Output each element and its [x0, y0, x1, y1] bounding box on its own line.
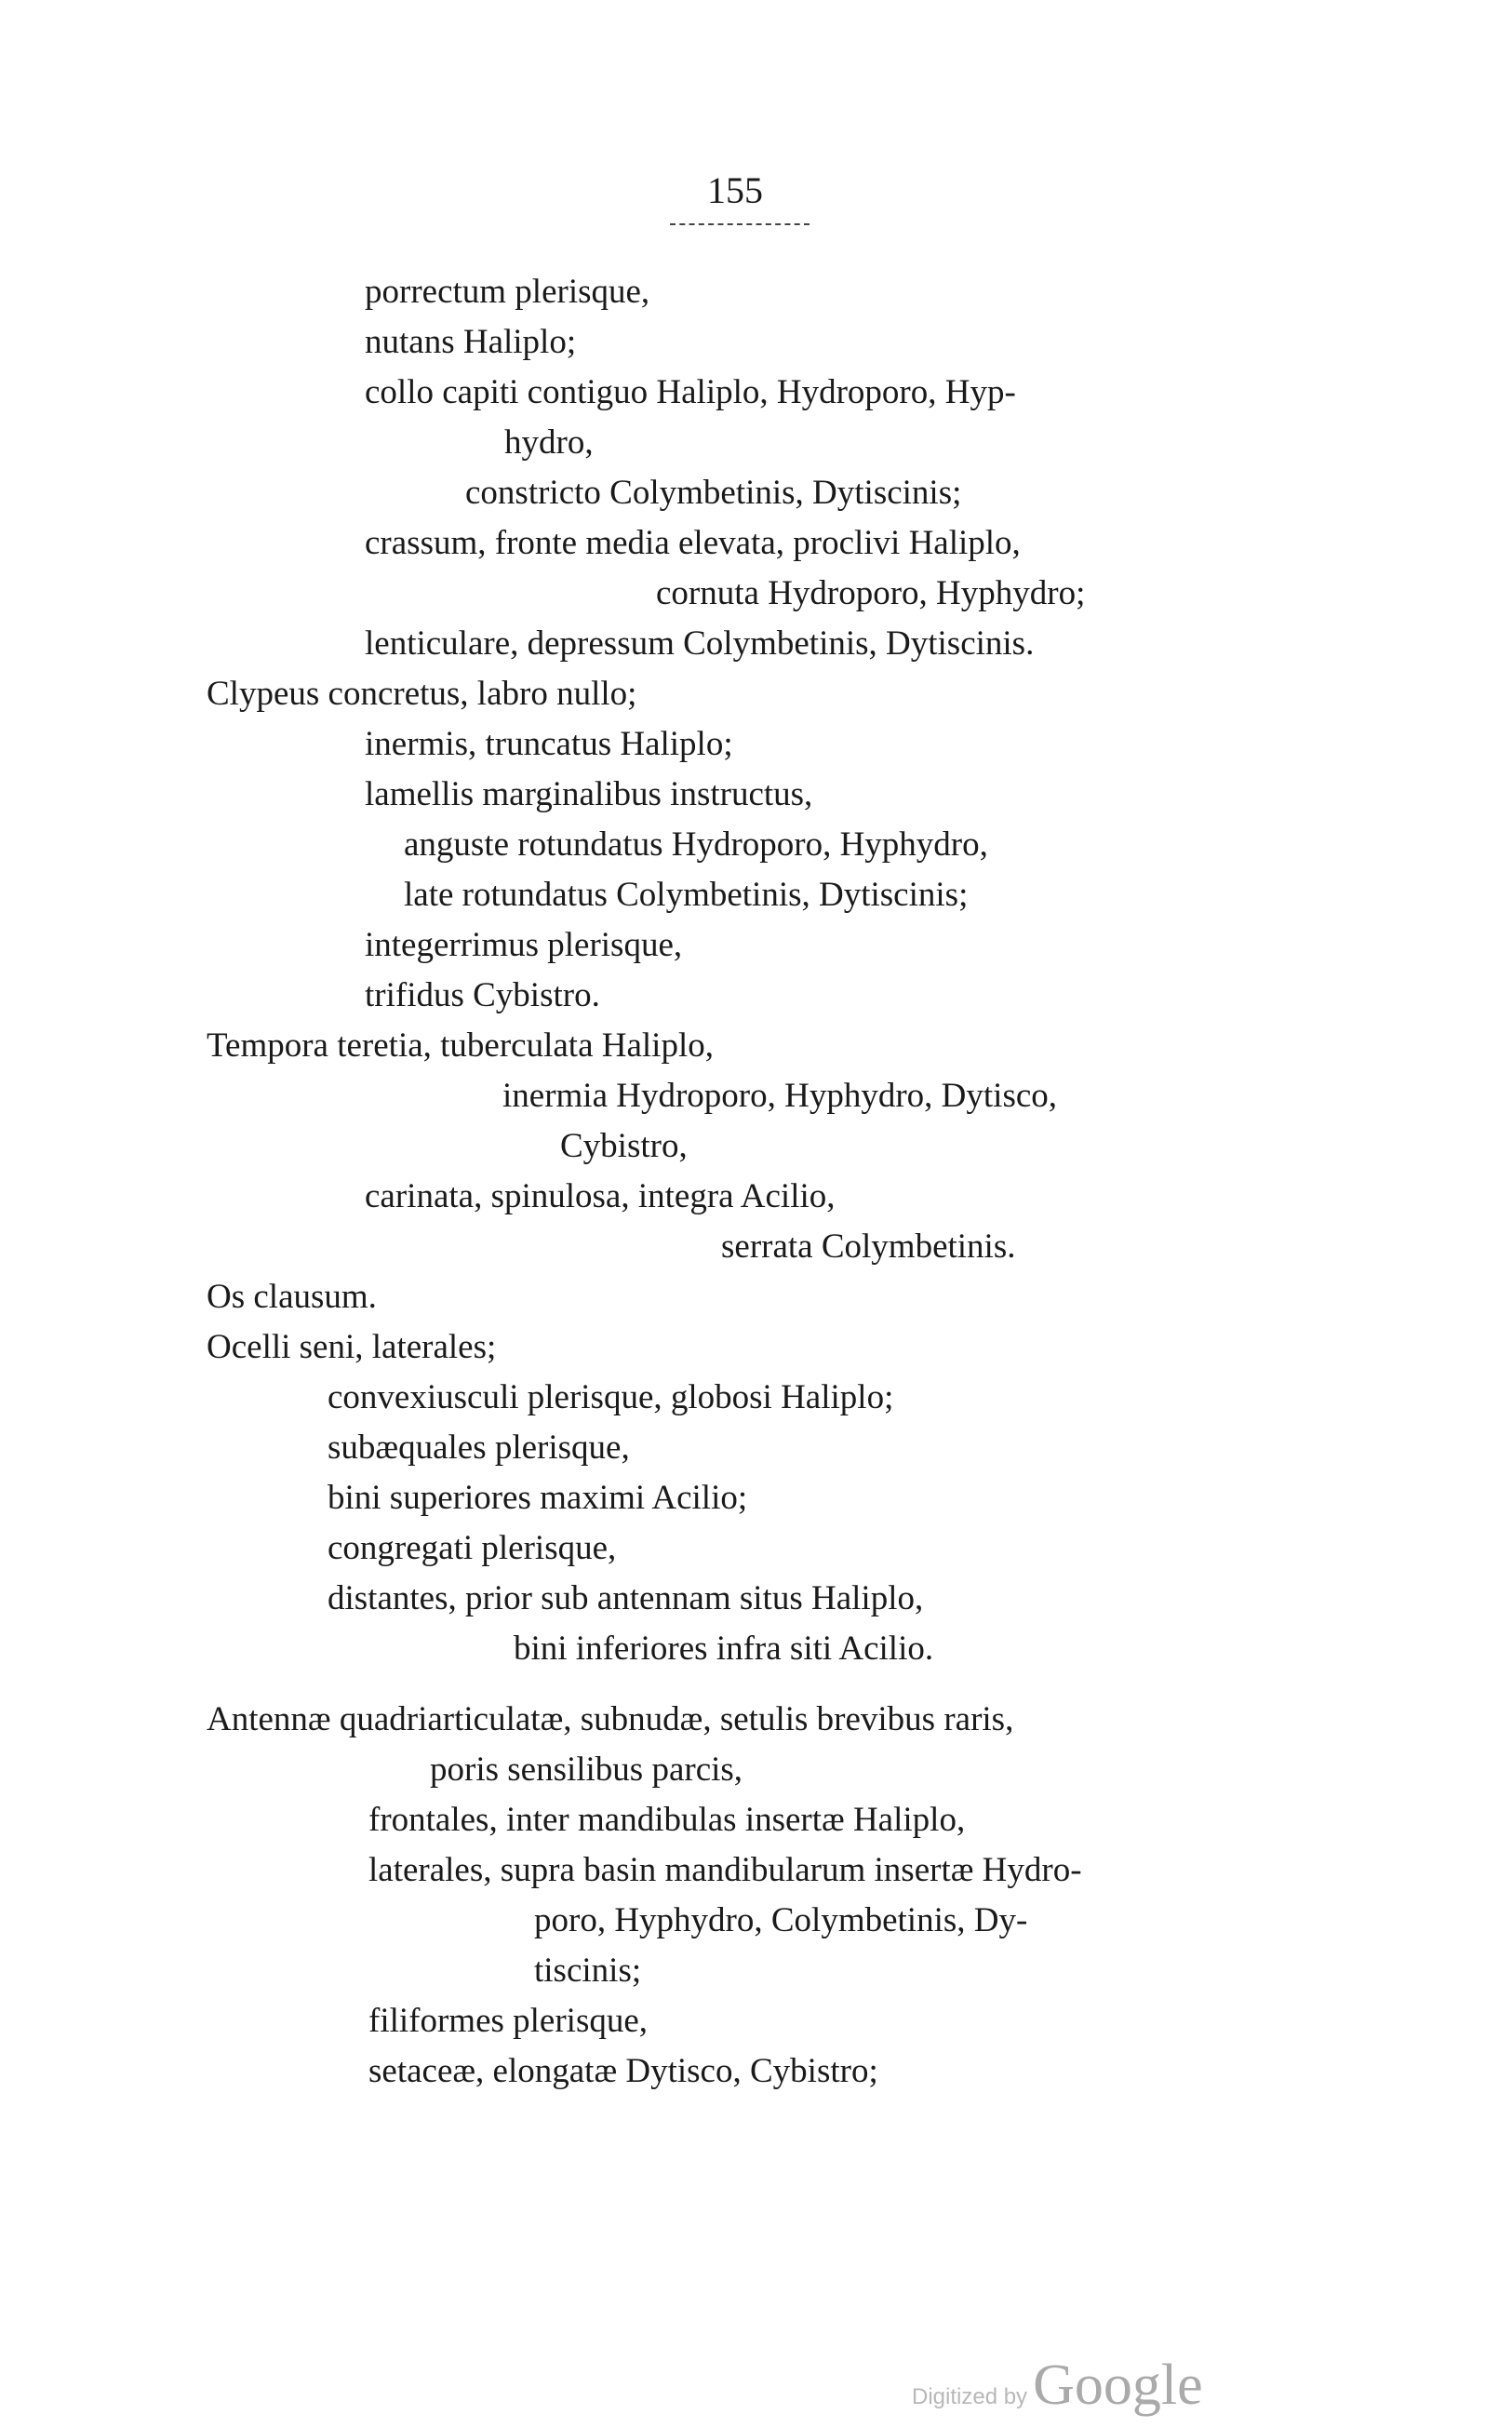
text-line: frontales, inter mandibulas insertæ Haliplo, — [368, 1801, 966, 1839]
text-line: crassum, fronte media elevata, proclivi Haliplo, — [365, 524, 1021, 562]
text-line: poris sensilibus parcis, — [430, 1751, 743, 1789]
text-line: setaceæ, elongatæ Dytisco, Cybistro; — [368, 2052, 878, 2090]
text-line: lenticulare, depressum Colymbetinis, Dytiscinis. — [365, 624, 1035, 663]
text-line: hydro, — [504, 423, 594, 462]
text-line: laterales, supra basin mandibularum insertæ Hydro- — [368, 1851, 1082, 1889]
text-line: lamellis marginalibus instructus, — [365, 775, 813, 813]
digitized-watermark — [912, 2353, 1203, 2419]
text-line: bini superiores maximi Acilio; — [328, 1479, 748, 1517]
text-line: distantes, prior sub antennam situs Haliplo, — [328, 1579, 924, 1617]
text-line: congregati plerisque, — [328, 1529, 617, 1567]
digitized-by-label: Digitized by — [912, 2384, 1028, 2409]
text-line: bini inferiores infra siti Acilio. — [514, 1630, 934, 1668]
text-line: Clypeus concretus, labro nullo; — [207, 675, 637, 713]
text-line: Ocelli seni, laterales; — [207, 1328, 497, 1366]
text-line: tiscinis; — [534, 1952, 642, 1990]
text-line: Os clausum. — [207, 1278, 377, 1316]
page-number-rule — [670, 223, 810, 225]
text-line: anguste rotundatus Hydroporo, Hyphydro, — [404, 825, 988, 864]
text-line: collo capiti contiguo Haliplo, Hydroporo, Hyp- — [365, 373, 1016, 411]
text-line: Tempora teretia, tuberculata Haliplo, — [207, 1026, 714, 1065]
text-line: constricto Colymbetinis, Dytiscinis; — [465, 474, 962, 512]
text-line: filiformes plerisque, — [368, 2002, 649, 2040]
text-line: carinata, spinulosa, integra Acilio, — [365, 1177, 836, 1215]
text-line: Antennæ quadriarticulatæ, subnudæ, setulis brevibus raris, — [207, 1700, 1014, 1738]
page-number: 155 — [707, 169, 763, 211]
text-line: porrectum plerisque, — [365, 273, 650, 311]
google-logo: Google — [1033, 2354, 1203, 2417]
text-line: subæquales plerisque, — [328, 1429, 630, 1467]
text-line: nutans Haliplo; — [365, 323, 577, 361]
text-line: inermia Hydroporo, Hyphydro, Dytisco, — [502, 1077, 1058, 1115]
text-line: trifidus Cybistro. — [365, 976, 600, 1014]
text-line: cornuta Hydroporo, Hyphydro; — [656, 574, 1086, 612]
text-line: serrata Colymbetinis. — [721, 1227, 1016, 1266]
text-line: late rotundatus Colymbetinis, Dytiscinis; — [404, 876, 969, 914]
text-line: convexiusculi plerisque, globosi Haliplo; — [328, 1378, 894, 1416]
text-line: Cybistro, — [560, 1127, 688, 1165]
text-line: poro, Hyphydro, Colymbetinis, Dy- — [534, 1901, 1028, 1939]
text-line: integerrimus plerisque, — [365, 926, 683, 964]
text-line: inermis, truncatus Haliplo; — [365, 725, 733, 763]
